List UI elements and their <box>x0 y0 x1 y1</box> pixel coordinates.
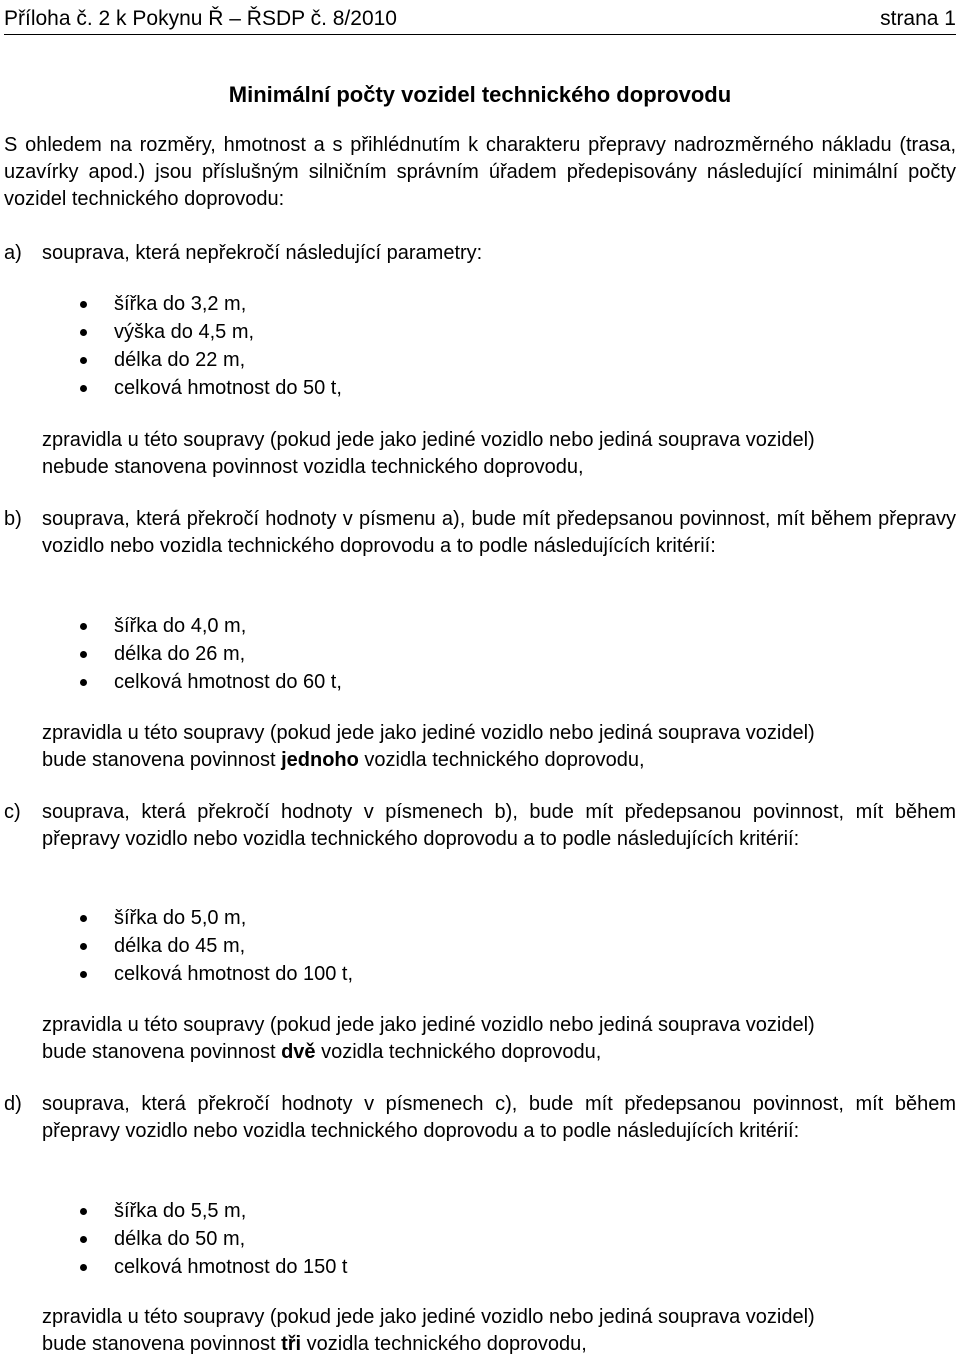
section-marker: a) <box>4 242 22 264</box>
page-header <box>4 4 956 35</box>
bullet-icon <box>80 651 87 658</box>
bullet-icon <box>80 971 87 978</box>
note-line: zpravidla u této soupravy (pokud jede jako jediné vozidlo nebo jediná souprava vozidel) <box>42 722 815 744</box>
note-line: bude stanovena povinnost tři vozidla technického doprovodu, <box>42 1333 587 1355</box>
list-item: délka do 22 m, <box>80 346 342 374</box>
section-d <box>4 1091 956 1145</box>
section-marker: b) <box>4 508 22 530</box>
list-item: celková hmotnost do 60 t, <box>80 668 342 696</box>
list-item: výška do 4,5 m, <box>80 318 342 346</box>
bullet-icon <box>80 943 87 950</box>
section-d-note <box>42 1304 956 1358</box>
list-item: délka do 26 m, <box>80 640 342 668</box>
list-item: celková hmotnost do 50 t, <box>80 374 342 402</box>
bullet-icon <box>80 1264 87 1271</box>
note-line: zpravidla u této soupravy (pokud jede jako jediné vozidlo nebo jediná souprava vozidel) <box>42 1306 815 1328</box>
note-line: bude stanovena povinnost jednoho vozidla technického doprovodu, <box>42 749 645 771</box>
list-item: šířka do 5,5 m, <box>80 1197 347 1225</box>
list-item: šířka do 4,0 m, <box>80 612 342 640</box>
bullet-icon <box>80 915 87 922</box>
section-marker: d) <box>4 1093 22 1115</box>
section-d-criteria <box>80 1197 347 1281</box>
note-line: zpravidla u této soupravy (pokud jede jako jediné vozidlo nebo jediná souprava vozidel) <box>42 1014 815 1036</box>
list-item: délka do 50 m, <box>80 1225 347 1253</box>
section-c-note <box>42 1012 956 1066</box>
bullet-icon <box>80 679 87 686</box>
intro-paragraph: S ohledem na rozměry, hmotnost a s přihlédnutím k charakteru přepravy nadrozměrného nákladu (trasa, uzavírky apod.) jsou příslušným silničním správním úřadem předepisovány následující minimální počty vozidel technického doprovodu: <box>4 134 956 210</box>
bullet-icon <box>80 1208 87 1215</box>
section-a-criteria <box>80 290 342 402</box>
section-text: souprava, která překročí hodnoty v písmenech c), bude mít předepsanou povinnost, mít během přepravy vozidlo nebo vozidla technického doprovodu a to podle následujících kritérií: <box>42 1093 956 1142</box>
section-text: souprava, která překročí hodnoty v písmenu a), bude mít předepsanou povinnost, mít během přepravy vozidlo nebo vozidla technického doprovodu a to podle následujících kritérií: <box>42 508 956 557</box>
list-item: celková hmotnost do 150 t <box>80 1253 347 1281</box>
bullet-icon <box>80 385 87 392</box>
bullet-icon <box>80 301 87 308</box>
section-text: souprava, která překročí hodnoty v písmenech b), bude mít předepsanou povinnost, mít během přepravy vozidlo nebo vozidla technického doprovodu a to podle následujících kritérií: <box>42 801 956 850</box>
document-title: Minimální počty vozidel technického doprovodu <box>228 82 732 107</box>
bullet-icon <box>80 623 87 630</box>
bullet-icon <box>80 357 87 364</box>
page-number: strana 1 <box>880 7 956 30</box>
note-line: bude stanovena povinnost dvě vozidla technického doprovodu, <box>42 1041 602 1063</box>
section-text: souprava, která nepřekročí následující parametry: <box>42 242 483 264</box>
section-c-criteria <box>80 904 353 988</box>
note-line: nebude stanovena povinnost vozidla technického doprovodu, <box>42 456 584 478</box>
section-a-note <box>42 427 956 481</box>
list-item: šířka do 3,2 m, <box>80 290 342 318</box>
list-item: celková hmotnost do 100 t, <box>80 960 353 988</box>
section-b-criteria <box>80 612 342 696</box>
section-a <box>4 240 956 267</box>
section-b-note <box>42 720 956 774</box>
section-b <box>4 506 956 560</box>
header-reference: Příloha č. 2 k Pokynu Ř – ŘSDP č. 8/2010 <box>4 7 397 30</box>
section-c <box>4 799 956 853</box>
note-line: zpravidla u této soupravy (pokud jede jako jediné vozidlo nebo jediná souprava vozidel) <box>42 429 815 451</box>
list-item: šířka do 5,0 m, <box>80 904 353 932</box>
section-marker: c) <box>4 801 21 823</box>
list-item: délka do 45 m, <box>80 932 353 960</box>
bullet-icon <box>80 329 87 336</box>
bullet-icon <box>80 1236 87 1243</box>
